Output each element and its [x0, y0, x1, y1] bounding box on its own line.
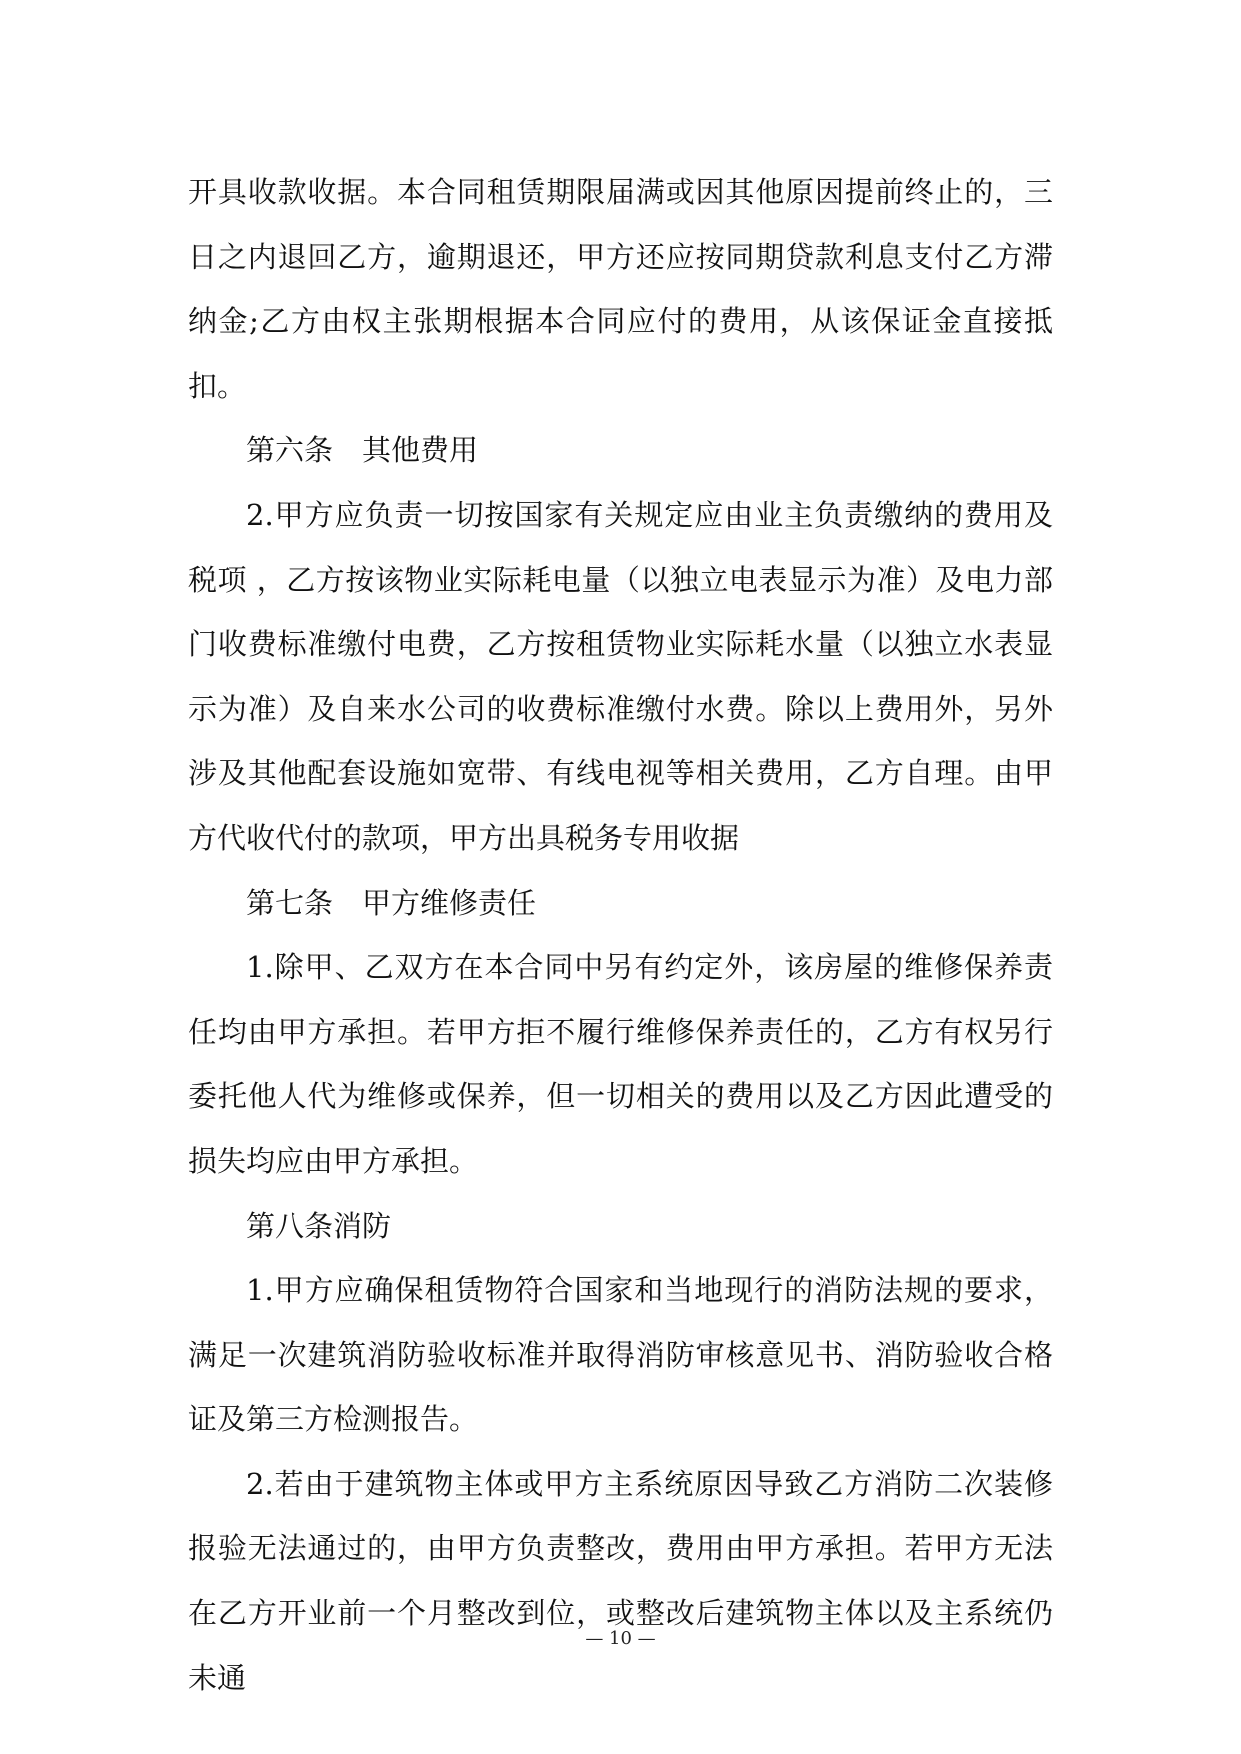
contract-body	[188, 160, 1053, 1710]
heading-article-6: 第六条 其他费用	[246, 433, 479, 468]
paragraph-other-fees: 2.甲方应负责一切按国家有关规定应由业主负责缴纳的费用及税项 ，乙方按该物业实际耗电量（以独立电表显示为准）及电力部门收费标准缴付电费，乙方按租赁物业实际耗水量（以独立水表显示为准）及自来水公司的收费标准缴付水费。除以上费用外，另外涉及其他配套设施如宽带、有线电视等相关费用，乙方自理。由甲方代收代付的款项，甲方出具税务专用收据	[188, 497, 1053, 855]
paragraph-maintenance: 1.除甲、乙双方在本合同中另有约定外，该房屋的维修保养责任均由甲方承担。若甲方拒不履行维修保养责任的，乙方有权另行委托他人代为维修或保养，但一切相关的费用以及乙方因此遭受的损失均应由甲方承担。	[188, 950, 1053, 1178]
heading-article-8: 第八条消防	[246, 1208, 392, 1243]
paragraph-fire-rectification: 2.若由于建筑物主体或甲方主系统原因导致乙方消防二次装修报验无法通过的，由甲方负责整改，费用由甲方承担。若甲方无法在乙方开业前一个月整改到位，或整改后建筑物主体以及主系统仍未通	[188, 1466, 1053, 1695]
paragraph-fire-compliance: 1.甲方应确保租赁物符合国家和当地现行的消防法规的要求，满足一次建筑消防验收标准并取得消防审核意见书、消防验收合格证及第三方检测报告。	[188, 1273, 1053, 1437]
paragraph-deposit-continuation: 开具收款收据。本合同租赁期限届满或因其他原因提前终止的，三日之内退回乙方，逾期退还，甲方还应按同期贷款利息支付乙方滞纳金;乙方由权主张期根据本合同应付的费用，从该保证金直接抵扣。	[188, 175, 1053, 403]
heading-article-7: 第七条 甲方维修责任	[246, 885, 537, 920]
page-number: — 10 —	[585, 1628, 656, 1649]
